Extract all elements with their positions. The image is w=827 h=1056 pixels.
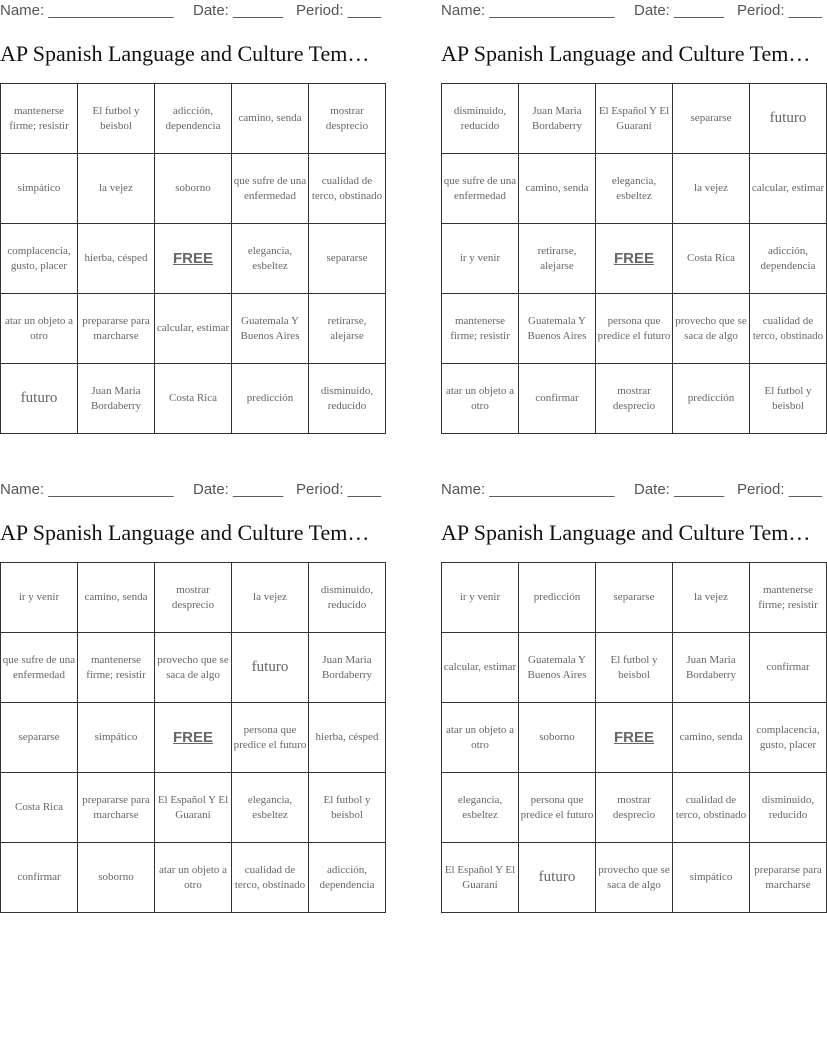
bingo-cell: ir y venir (442, 224, 519, 294)
bingo-cell: hierba, césped (309, 703, 386, 773)
bingo-cell: Juan Maria Bordaberry (673, 633, 750, 703)
card-header (0, 479, 382, 501)
bingo-cell: Juan Maria Bordaberry (309, 633, 386, 703)
bingo-cell: disminuido, reducido (750, 773, 827, 843)
bingo-cell: predicción (673, 364, 750, 434)
date-field-label: Date: ______ (634, 481, 725, 498)
bingo-cell: elegancia, esbeltez (442, 773, 519, 843)
bingo-cell: simpático (78, 703, 155, 773)
bingo-cell: separarse (673, 84, 750, 154)
bingo-cell: soborno (78, 843, 155, 913)
card-title: AP Spanish Language and Culture Tem… (0, 520, 370, 545)
bingo-cell: persona que predice el futuro (519, 773, 596, 843)
bingo-cell: El Español Y El Guaraní (596, 84, 673, 154)
bingo-cell: mantenerse firme; resistir (1, 84, 78, 154)
bingo-cell: simpático (1, 154, 78, 224)
bingo-cell: camino, senda (519, 154, 596, 224)
bingo-cell: separarse (1, 703, 78, 773)
bingo-cell: futuro (1, 364, 78, 434)
bingo-cell: cualidad de terco, obstinado (232, 843, 309, 913)
bingo-cell: provecho que se saca de algo (673, 294, 750, 364)
date-field-label: Date: ______ (193, 481, 284, 498)
bingo-cell: El futbol y beisbol (596, 633, 673, 703)
bingo-cell: Juan Maria Bordaberry (78, 364, 155, 434)
bingo-cell: ir y venir (442, 563, 519, 633)
grid-row (1, 773, 386, 843)
bingo-cell: elegancia, esbeltez (232, 773, 309, 843)
bingo-cell: elegancia, esbeltez (596, 154, 673, 224)
bingo-cell: mostrar desprecio (155, 563, 232, 633)
bingo-cell: El Español Y El Guaraní (442, 843, 519, 913)
bingo-cell: separarse (309, 224, 386, 294)
bingo-cell: elegancia, esbeltez (232, 224, 309, 294)
bingo-cell: cualidad de terco, obstinado (673, 773, 750, 843)
name-field-label: Name: _______________ (441, 2, 615, 19)
bingo-cell: simpático (673, 843, 750, 913)
card-header (0, 0, 382, 22)
bingo-cell: que sufre de una enfermedad (232, 154, 309, 224)
bingo-cell: retirarse, alejarse (309, 294, 386, 364)
bingo-cell: El Español Y El Guaraní (155, 773, 232, 843)
grid-row (1, 154, 386, 224)
period-field-label: Period: ____ (296, 2, 382, 19)
bingo-cell: Costa Rica (155, 364, 232, 434)
bingo-cell: camino, senda (673, 703, 750, 773)
free-space: FREE (596, 224, 673, 294)
bingo-cell: atar un objeto a otro (442, 364, 519, 434)
bingo-cell: que sufre de una enfermedad (442, 154, 519, 224)
grid-row (1, 294, 386, 364)
card-title: AP Spanish Language and Culture Tem… (441, 520, 811, 545)
grid-row (442, 294, 827, 364)
bingo-cell: atar un objeto a otro (155, 843, 232, 913)
grid-row (442, 224, 827, 294)
free-space: FREE (155, 224, 232, 294)
period-field-label: Period: ____ (737, 481, 823, 498)
bingo-cell: persona que predice el futuro (232, 703, 309, 773)
bingo-cell: complacencia, gusto, placer (1, 224, 78, 294)
bingo-cell: calcular, estimar (155, 294, 232, 364)
name-field-label: Name: _______________ (441, 481, 615, 498)
bingo-cell: mantenerse firme; resistir (78, 633, 155, 703)
bingo-cell: Costa Rica (673, 224, 750, 294)
bingo-cell: disminuido, reducido (309, 364, 386, 434)
bingo-cell: mostrar desprecio (596, 364, 673, 434)
grid-row (1, 364, 386, 434)
bingo-grid (0, 83, 386, 434)
grid-row (1, 224, 386, 294)
bingo-cell: provecho que se saca de algo (596, 843, 673, 913)
bingo-cell: mantenerse firme; resistir (750, 563, 827, 633)
bingo-cell: que sufre de una enfermedad (1, 633, 78, 703)
bingo-cell: soborno (519, 703, 596, 773)
bingo-cell: El futbol y beisbol (78, 84, 155, 154)
bingo-cell: El futbol y beisbol (309, 773, 386, 843)
name-field-label: Name: _______________ (0, 2, 174, 19)
bingo-cell: la vejez (673, 154, 750, 224)
bingo-cell: retirarse, alejarse (519, 224, 596, 294)
bingo-cell: futuro (519, 843, 596, 913)
grid-row (442, 703, 827, 773)
bingo-cell: prepararse para marcharse (750, 843, 827, 913)
date-field-label: Date: ______ (193, 2, 284, 19)
card-title: AP Spanish Language and Culture Tem… (0, 41, 370, 66)
bingo-cell: cualidad de terco, obstinado (309, 154, 386, 224)
grid-row (442, 773, 827, 843)
bingo-cell: Guatemala Y Buenos Aires (519, 294, 596, 364)
bingo-cell: atar un objeto a otro (1, 294, 78, 364)
bingo-cell: calcular, estimar (442, 633, 519, 703)
bingo-cell: Juan Maria Bordaberry (519, 84, 596, 154)
bingo-cell: adicción, dependencia (155, 84, 232, 154)
bingo-cell: cualidad de terco, obstinado (750, 294, 827, 364)
grid-row (442, 364, 827, 434)
bingo-cell: complacencia, gusto, placer (750, 703, 827, 773)
bingo-cell: prepararse para marcharse (78, 773, 155, 843)
bingo-cell: hierba, césped (78, 224, 155, 294)
bingo-cell: Costa Rica (1, 773, 78, 843)
bingo-cell: El futbol y beisbol (750, 364, 827, 434)
bingo-grid (0, 562, 386, 913)
bingo-cell: soborno (155, 154, 232, 224)
bingo-cell: confirmar (1, 843, 78, 913)
grid-row (1, 843, 386, 913)
grid-row (442, 633, 827, 703)
bingo-cell: provecho que se saca de algo (155, 633, 232, 703)
bingo-cell: separarse (596, 563, 673, 633)
date-field-label: Date: ______ (634, 2, 725, 19)
bingo-cell: confirmar (519, 364, 596, 434)
free-space: FREE (155, 703, 232, 773)
bingo-grid (441, 562, 827, 913)
bingo-cell: camino, senda (232, 84, 309, 154)
grid-row (442, 563, 827, 633)
bingo-cell: la vejez (232, 563, 309, 633)
name-field-label: Name: _______________ (0, 481, 174, 498)
card-header (441, 479, 823, 501)
bingo-cell: futuro (750, 84, 827, 154)
bingo-cell: adicción, dependencia (750, 224, 827, 294)
bingo-cell: futuro (232, 633, 309, 703)
bingo-cell: prepararse para marcharse (78, 294, 155, 364)
bingo-cell: mostrar desprecio (309, 84, 386, 154)
bingo-cell: persona que predice el futuro (596, 294, 673, 364)
bingo-cell: disminuido, reducido (442, 84, 519, 154)
bingo-cell: ir y venir (1, 563, 78, 633)
grid-row (1, 84, 386, 154)
card-title: AP Spanish Language and Culture Tem… (441, 41, 811, 66)
grid-row (1, 703, 386, 773)
bingo-cell: predicción (232, 364, 309, 434)
grid-row (442, 84, 827, 154)
bingo-cell: mantenerse firme; resistir (442, 294, 519, 364)
bingo-cell: Guatemala Y Buenos Aires (519, 633, 596, 703)
bingo-cell: la vejez (673, 563, 750, 633)
bingo-cell: adicción, dependencia (309, 843, 386, 913)
bingo-cell: confirmar (750, 633, 827, 703)
grid-row (442, 843, 827, 913)
bingo-cell: atar un objeto a otro (442, 703, 519, 773)
period-field-label: Period: ____ (737, 2, 823, 19)
grid-row (1, 633, 386, 703)
bingo-cell: Guatemala Y Buenos Aires (232, 294, 309, 364)
grid-row (1, 563, 386, 633)
bingo-grid (441, 83, 827, 434)
free-space: FREE (596, 703, 673, 773)
bingo-cell: calcular, estimar (750, 154, 827, 224)
bingo-cell: disminuido, reducido (309, 563, 386, 633)
bingo-cell: la vejez (78, 154, 155, 224)
bingo-cell: mostrar desprecio (596, 773, 673, 843)
bingo-cell: camino, senda (78, 563, 155, 633)
card-header (441, 0, 823, 22)
period-field-label: Period: ____ (296, 481, 382, 498)
grid-row (442, 154, 827, 224)
bingo-cell: predicción (519, 563, 596, 633)
